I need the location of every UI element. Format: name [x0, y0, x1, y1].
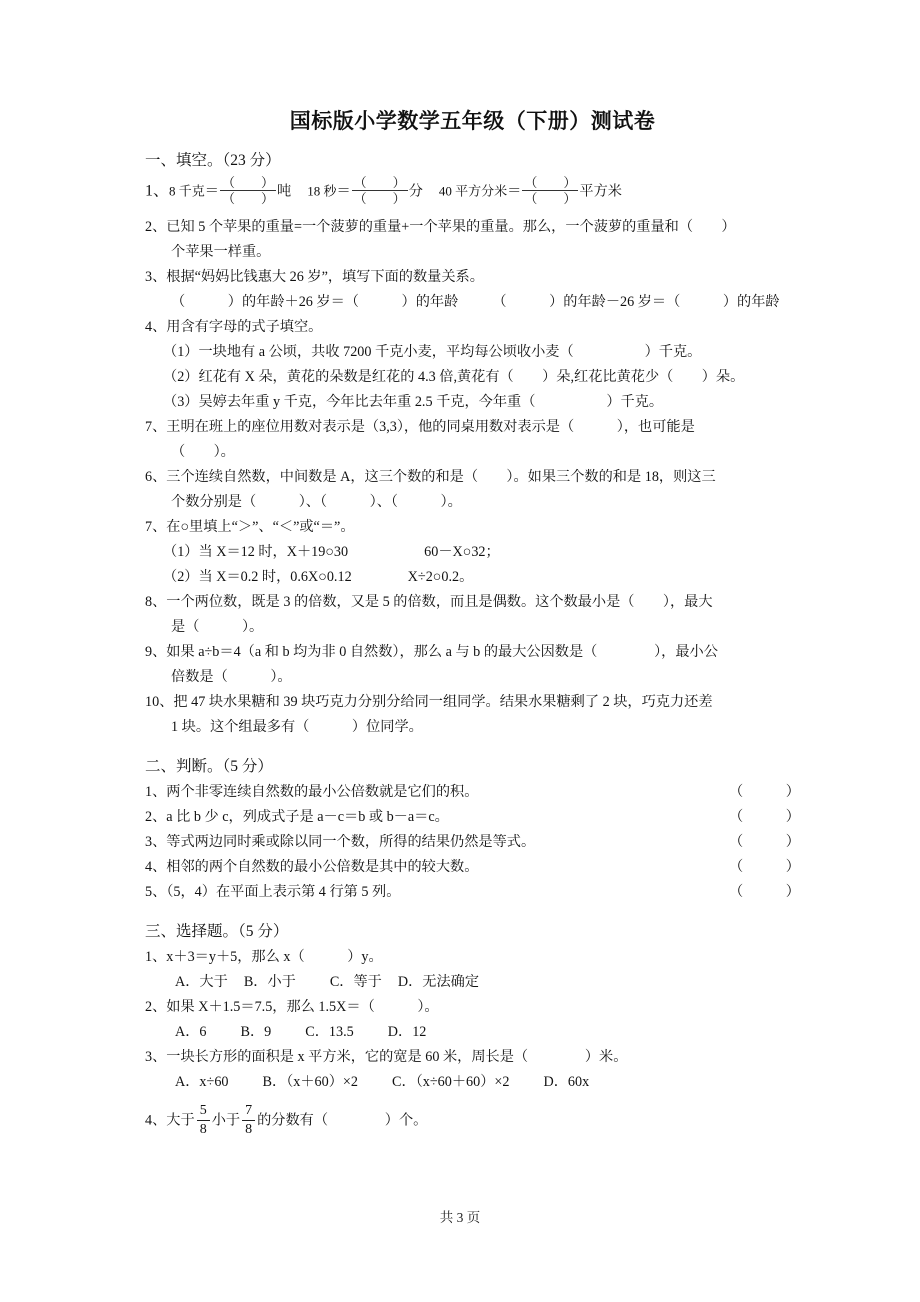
question-1 [145, 174, 800, 207]
fraction-numerator: 5 [197, 1103, 210, 1121]
option-a[interactable]: A．x÷60 [175, 1074, 229, 1091]
tf-item-3-answer-blank[interactable]: （ ） [729, 834, 800, 851]
equals-sign-c: ＝ [507, 182, 522, 199]
tf-item-4-text [145, 856, 486, 879]
leader-dots [451, 807, 727, 821]
question-7-text: 在○里填上“＞”、“＜”或“＝”。 [166, 518, 355, 535]
choice-question-3-text: 一块长方形的面积是 x 平方米，它的宽是 60 米，周长是（ ）米。 [166, 1049, 628, 1066]
question-1-a-value: 8 千克 [169, 182, 205, 198]
question-3-line1 [145, 266, 800, 289]
choice-question-2-stem [145, 996, 800, 1019]
fraction-numerator-blank-c[interactable]: （ ） [524, 174, 577, 190]
question-9-text: 如果 a÷b＝4（a 和 b 均为非 0 自然数），那么 a 与 b 的最大公因数是（ ），最小公 [166, 643, 718, 660]
question-1-b-unit: 分 [408, 182, 423, 199]
section-heading-true-false: 二、判断。（5 分） [145, 757, 273, 775]
question-1-b-value: 18 秒 [307, 182, 337, 198]
option-a[interactable]: A．大于 [175, 974, 228, 991]
tf-item-2-text [145, 806, 449, 829]
tf-item-1-text [145, 781, 478, 804]
tf-item-1-answer-blank[interactable]: （ ） [729, 784, 800, 801]
question-8-number: 8、 [145, 593, 167, 610]
fraction-denominator-blank-b[interactable]: （ ） [353, 191, 406, 207]
tf-item-1-number: 1、 [145, 784, 167, 801]
question-3-relation-a: （ ）的年龄＋26 岁＝（ ）的年龄 [171, 293, 459, 310]
question-7-number: 7、 [145, 518, 167, 535]
question-2-text: 已知 5 个苹果的重量=一个菠萝的重量+一个苹果的重量。那么，一个菠萝的重量和（ ） [166, 218, 736, 235]
fraction-denominator: 8 [199, 1122, 207, 1137]
question-3-text: 根据“妈妈比钱惠大 26 岁”，填写下面的数量关系。 [166, 268, 484, 285]
question-3-number: 3、 [145, 268, 167, 285]
option-c[interactable]: C．等于 [329, 974, 382, 991]
question-4-number: 4、 [145, 318, 167, 335]
page-footer: 共 3 页 [439, 1210, 481, 1225]
option-d[interactable]: D．12 [387, 1024, 427, 1041]
fraction-seven-eighths [242, 1103, 255, 1137]
tf-item-1 [145, 781, 800, 804]
tf-item-5 [145, 881, 800, 904]
page-title: 国标版小学数学五年级（下册）测试卷 [289, 109, 656, 133]
fraction-denominator-blank-c[interactable]: （ ） [524, 191, 577, 207]
question-7-sub-1-left: （1）当 X＝12 时，X＋19○30 [163, 543, 349, 560]
question-8-text: 一个两位数，既是 3 的倍数，又是 5 的倍数，而且是偶数。这个数最小是（ ），最大 [166, 593, 713, 610]
equals-sign-a: ＝ [204, 182, 219, 199]
fraction-five-eighths [197, 1103, 210, 1137]
fraction-blank-c [522, 176, 578, 206]
tf-item-5-statement: （5，4）在平面上表示第 4 行第 5 列。 [166, 884, 401, 901]
question-10-number: 10、 [145, 693, 174, 710]
question-4-line1 [145, 316, 800, 339]
question-5-text: 王明在班上的座位用数对表示是（3,3），他的同桌用数对表示是（ ），也可能是 [166, 418, 695, 435]
question-1-c-unit: 平方米 [579, 182, 622, 199]
question-3-relation-b: （ ）的年龄－26 岁＝（ ）的年龄 [492, 293, 780, 310]
tf-item-2-answer-blank[interactable]: （ ） [729, 809, 800, 826]
option-b[interactable]: B．小于 [243, 974, 296, 991]
question-6-line2: 个数分别是（ ）、（ ）、（ ）。 [171, 493, 462, 510]
option-b[interactable]: B．（x＋60）×2 [262, 1074, 359, 1091]
leader-dots [537, 832, 727, 846]
question-7-sub-1-right: 60－X○32； [424, 543, 500, 560]
tf-item-3-statement: 等式两边同时乘或除以同一个数，所得的结果仍然是等式。 [166, 834, 536, 851]
question-5-number: 7、 [145, 418, 167, 435]
tf-item-4-answer-blank[interactable]: （ ） [729, 859, 800, 876]
question-9-line2: 倍数是（ ）。 [171, 668, 292, 685]
tf-item-2-statement: a 比 b 少 c，列成式子是 a－c＝b 或 b－a＝c。 [166, 809, 449, 826]
question-4-text: 用含有字母的式子填空。 [166, 318, 323, 335]
choice-question-1-stem [145, 946, 800, 969]
choice-question-2-number: 2、 [145, 999, 167, 1016]
question-5-line1 [145, 416, 800, 439]
leader-dots [488, 857, 728, 871]
question-7-sub-2-right: X÷2○0.2。 [407, 568, 474, 585]
question-4-sub-1: （1）一块地有 a 公顷，共收 7200 千克小麦，平均每公顷收小麦（ ）千克。 [163, 343, 702, 360]
choice-question-4-post: 的分数有（ ）个。 [257, 1112, 428, 1129]
question-3-relations [145, 291, 800, 314]
option-c[interactable]: C．（x÷60＋60）×2 [392, 1074, 510, 1091]
tf-item-2 [145, 806, 800, 829]
question-2-line1 [145, 216, 800, 239]
choice-question-1-number: 1、 [145, 949, 167, 966]
tf-item-4 [145, 856, 800, 879]
leader-dots [480, 782, 727, 796]
fraction-numerator: 7 [242, 1103, 255, 1121]
equals-sign-b: ＝ [336, 182, 351, 199]
question-10-line1 [145, 691, 800, 714]
choice-question-1-options [145, 971, 800, 994]
choice-question-2-text: 如果 X＋1.5＝7.5，那么 1.5X＝（ ）。 [166, 999, 439, 1016]
question-2-line2: 个苹果一样重。 [171, 243, 271, 260]
question-8-line1 [145, 591, 800, 614]
question-10-text: 把 47 块水果糖和 39 块巧克力分别分给同一组同学。结果水果糖剩了 2 块，巧克力还差 [173, 693, 713, 710]
choice-question-2-options [145, 1021, 800, 1044]
option-c[interactable]: C．13.5 [305, 1024, 354, 1041]
choice-question-1-text: x＋3＝y＋5，那么 x（ ）y。 [166, 949, 383, 966]
question-1-a-unit: 吨 [277, 182, 292, 199]
tf-item-5-number: 5、 [145, 884, 167, 901]
tf-item-4-statement: 相邻的两个自然数的最小公倍数是其中的较大数。 [166, 859, 486, 876]
fraction-denominator-blank-a[interactable]: （ ） [221, 191, 274, 207]
question-6-text: 三个连续自然数，中间数是 A，这三个数的和是（ ）。如果三个数的和是 18，则这三 [166, 468, 716, 485]
choice-question-3-number: 3、 [145, 1049, 167, 1066]
tf-item-3 [145, 831, 800, 854]
choice-question-4-mid: 小于 [211, 1112, 241, 1129]
fraction-denominator: 8 [245, 1122, 253, 1137]
question-1-number: 1、 [145, 181, 170, 199]
question-4-sub-3: （3）吴婷去年重 y 千克，今年比去年重 2.5 千克，今年重（ ）千克。 [163, 393, 664, 410]
question-7-sub-1 [145, 541, 800, 564]
choice-question-3-stem [145, 1046, 800, 1069]
question-10-line2: 1 块。这个组最多有（ ）位同学。 [171, 718, 423, 735]
option-d[interactable]: D．无法确定 [397, 974, 480, 991]
question-7-sub-2-left: （2）当 X＝0.2 时，0.6X○0.12 [163, 568, 352, 585]
question-1-c-value: 40 平方分米 [438, 182, 508, 198]
choice-question-3-options [145, 1071, 800, 1094]
question-7-sub-2 [145, 566, 800, 589]
tf-item-1-statement: 两个非零连续自然数的最小公倍数就是它们的积。 [166, 784, 479, 801]
fraction-numerator-blank-b[interactable]: （ ） [353, 174, 406, 190]
tf-item-5-text [145, 881, 400, 904]
tf-item-3-text [145, 831, 535, 854]
question-7-line1 [145, 516, 800, 539]
question-9-line1 [145, 641, 800, 664]
choice-question-4-stem [145, 1104, 800, 1138]
tf-item-4-number: 4、 [145, 859, 167, 876]
fraction-blank-b [352, 176, 408, 206]
section-heading-fill-blank: 一、填空。（23 分） [145, 152, 281, 170]
document-content [145, 108, 800, 1141]
tf-item-3-number: 3、 [145, 834, 167, 851]
question-9-number: 9、 [145, 643, 167, 660]
tf-item-2-number: 2、 [145, 809, 167, 826]
choice-question-4-number: 4、 [145, 1112, 167, 1129]
section-heading-multiple-choice: 三、选择题。（5 分） [145, 923, 289, 941]
tf-item-5-answer-blank[interactable]: （ ） [729, 884, 800, 901]
option-b[interactable]: B．9 [240, 1024, 272, 1041]
fraction-blank-a [220, 176, 276, 206]
question-6-line1 [145, 466, 800, 489]
fraction-numerator-blank-a[interactable]: （ ） [221, 174, 274, 190]
question-5-line2: （ ）。 [171, 443, 235, 460]
option-d[interactable]: D．60x [543, 1074, 590, 1091]
option-a[interactable]: A．6 [175, 1024, 207, 1041]
question-8-line2: 是（ ）。 [171, 618, 264, 635]
question-2-number: 2、 [145, 218, 167, 235]
leader-dots [402, 882, 727, 896]
choice-question-4-pre: 大于 [166, 1112, 195, 1129]
question-4-sub-2: （2）红花有 X 朵，黄花的朵数是红花的 4.3 倍,黄花有（ ）朵,红花比黄花少（ ）朵。 [163, 368, 745, 385]
question-6-number: 6、 [145, 468, 167, 485]
